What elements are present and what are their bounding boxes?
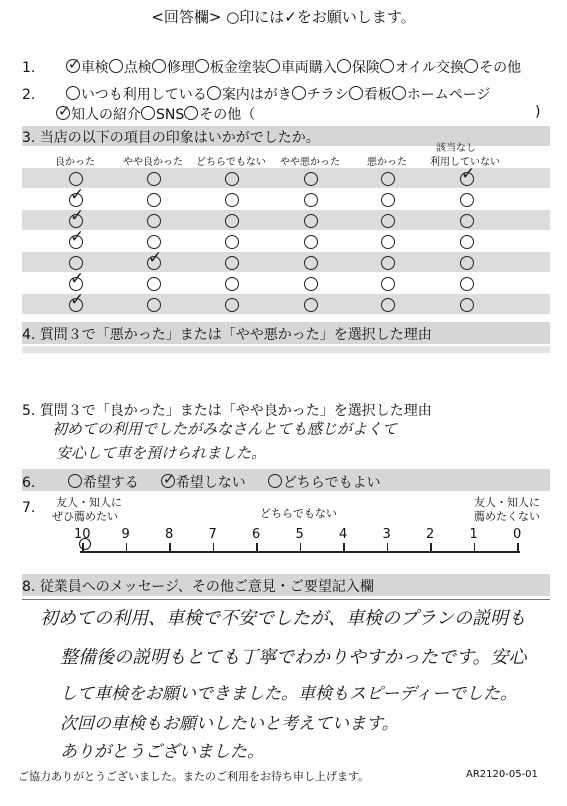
q5-answer-line2: 安心して車を預けられました。 [56, 444, 267, 462]
q3-column-header: どちらでもない [196, 157, 266, 168]
q3-option-circle-icon[interactable] [147, 298, 161, 312]
q4-row [22, 324, 432, 344]
q2-option[interactable] [141, 107, 184, 123]
q3-check-mark-icon: ✓ [70, 269, 85, 289]
q4-answer-area [22, 346, 550, 353]
q7-scale-number[interactable]: 5 [295, 527, 304, 542]
q7-row [22, 500, 35, 516]
option-circle-icon[interactable] [66, 86, 80, 100]
q3-option-circle-icon[interactable] [381, 214, 395, 228]
q3-check-mark-icon: ✓ [70, 206, 85, 226]
option-label: オイル交換 [394, 60, 465, 76]
q7-scale-tick [430, 543, 432, 551]
q3-check-mark-icon: ✓ [148, 248, 163, 268]
option-label: 修理 [166, 60, 195, 76]
q3-check-mark-icon: ✓ [461, 164, 476, 184]
q7-scale-tick [387, 543, 389, 551]
q3-option-circle-icon[interactable] [381, 172, 395, 186]
q2-close-paren: ) [535, 104, 541, 120]
q1-option[interactable] [66, 55, 109, 76]
option-circle-icon[interactable] [292, 86, 306, 100]
option-circle-icon[interactable] [337, 59, 351, 73]
q7-scale-tick [474, 543, 476, 551]
q3-option-circle-icon[interactable] [147, 214, 161, 228]
q3-option-circle-icon[interactable] [460, 235, 474, 249]
q3-option-circle-icon[interactable] [460, 277, 474, 291]
option-label: 車検 [80, 60, 109, 76]
option-label: 保険 [351, 60, 380, 76]
q3-option-circle-icon[interactable] [304, 298, 318, 312]
q3-option-circle-icon[interactable] [225, 256, 239, 270]
q5-number: 5. [22, 403, 36, 419]
q3-na-header-top: 該当なし [436, 143, 476, 154]
q7-right-label-1: 友人・知人に [474, 496, 540, 509]
q8-answer-line: 整備後の説明もとても丁寧でわかりやすかったです。安心 [60, 647, 527, 668]
q3-option-circle-icon[interactable] [225, 172, 239, 186]
q7-left-label-1: 友人・知人に [56, 496, 122, 509]
q8-top-rule [22, 599, 550, 600]
option-label: 案内はがき [221, 87, 292, 103]
q8-question: 従業員へのメッセージ、その他ご意見・ご要望記入欄 [39, 579, 374, 595]
option-label: ホームページ [406, 87, 491, 103]
option-circle-icon[interactable] [141, 106, 155, 120]
q1-option[interactable] [464, 60, 521, 76]
option-label: 看板 [363, 87, 392, 103]
q6-option[interactable] [68, 475, 139, 491]
q6-options [68, 470, 403, 491]
q7-left-label-2: ぜひ薦めたい [52, 510, 118, 523]
q3-option-circle-icon[interactable] [304, 256, 318, 270]
q3-option-circle-icon[interactable] [304, 172, 318, 186]
q1-option[interactable] [109, 60, 152, 76]
q3-option-circle-icon[interactable] [69, 256, 83, 270]
option-circle-icon[interactable] [152, 59, 166, 73]
q7-selected-circle [79, 538, 91, 550]
q7-scale-number[interactable]: 10 [74, 527, 91, 542]
option-circle-icon[interactable] [266, 59, 280, 73]
q2-number: 2. [22, 87, 36, 103]
q8-answer-line: ありがとうございました。 [60, 742, 264, 762]
option-circle-icon[interactable] [184, 106, 198, 120]
form-code: AR2120-05-01 [466, 769, 538, 780]
q8-answer-line: 初めての利用、車検で不安でしたが、車検のプランの説明も [40, 608, 526, 629]
q5-answer-line1: 初めての利用でしたがみなさんとても感じがよくて [52, 420, 398, 438]
q7-scale-tick [300, 543, 302, 551]
q7-number: 7. [22, 500, 36, 516]
q3-check-mark-icon: ✓ [70, 227, 85, 247]
q3-option-circle-icon[interactable] [225, 193, 239, 207]
q6-row [22, 472, 403, 492]
q7-scale-number[interactable]: 7 [208, 527, 217, 542]
q8-number: 8. [22, 579, 36, 595]
option-label: 板金塗装 [209, 60, 266, 76]
q2-option[interactable] [184, 107, 255, 123]
q3-option-circle-icon[interactable] [147, 193, 161, 207]
q3-question: 当店の以下の項目の印象はいかがでしたか。 [39, 130, 320, 146]
option-label: いつも利用している [80, 87, 207, 103]
q1-options [66, 55, 522, 76]
option-circle-icon[interactable] [392, 86, 406, 100]
option-circle-icon[interactable] [56, 102, 71, 120]
q7-scale-number[interactable]: 4 [339, 527, 348, 542]
option-label: どちらでもよい [282, 475, 381, 491]
q3-option-circle-icon[interactable] [147, 235, 161, 249]
q8-answer-line: して車検をお願いできました。車検もスピーディーでした。 [60, 684, 517, 704]
option-circle-icon[interactable] [464, 59, 478, 73]
q4-number: 4. [22, 327, 36, 343]
option-circle-icon[interactable] [268, 474, 282, 488]
q3-option-circle-icon[interactable] [69, 172, 83, 186]
check-mark-icon: ✓ [67, 55, 81, 73]
q7-scale-tick [256, 543, 258, 551]
q1-option[interactable] [266, 60, 337, 76]
q5-question: 質問３で「良かった」または「やや良かった」を選択した理由 [39, 403, 432, 419]
q2-row-2 [56, 104, 255, 124]
q3-option-circle-icon[interactable] [460, 193, 474, 207]
footer-text: ご協力ありがとうございました。またのご利用をお待ち申し上げます。 [18, 770, 370, 783]
q3-row [22, 127, 320, 147]
q3-column-header: 悪かった [367, 157, 407, 168]
q7-scale-tick [517, 543, 519, 551]
q5-row [22, 400, 432, 420]
q1-option[interactable] [195, 60, 266, 76]
q3-option-circle-icon[interactable] [147, 277, 161, 291]
q2-option[interactable] [392, 87, 491, 103]
q2-options-line2 [56, 102, 256, 123]
option-circle-icon[interactable] [109, 59, 123, 73]
option-label: 希望しない [175, 475, 246, 491]
q3-option-circle-icon[interactable] [460, 214, 474, 228]
q7-scale-line [80, 551, 520, 553]
option-circle-icon[interactable] [161, 470, 176, 488]
q4-question: 質問３で「悪かった」または「やや悪かった」を選択した理由 [39, 327, 432, 343]
q3-option-circle-icon[interactable] [225, 277, 239, 291]
q2-option[interactable] [292, 87, 349, 103]
q3-option-circle-icon[interactable] [225, 235, 239, 249]
q3-na-header-bottom: 利用していない [430, 157, 500, 168]
q3-option-circle-icon[interactable] [147, 172, 161, 186]
option-circle-icon[interactable] [66, 55, 81, 73]
q7-right-label-2: 薦めたくない [474, 510, 540, 523]
q1-option[interactable] [152, 60, 195, 76]
q7-middle-label: どちらでもない [260, 507, 337, 520]
option-circle-icon[interactable] [349, 86, 363, 100]
q3-option-circle-icon[interactable] [304, 193, 318, 207]
q7-scale-number[interactable]: 2 [426, 527, 435, 542]
check-mark-icon: ✓ [58, 102, 71, 120]
q3-option-circle-icon[interactable] [381, 298, 395, 312]
q3-check-mark-icon: ✓ [70, 185, 85, 205]
q7-scale-tick [169, 543, 171, 551]
q1-number: 1. [22, 60, 36, 76]
q3-option-circle-icon[interactable] [225, 298, 239, 312]
option-circle-icon[interactable] [380, 59, 394, 73]
q8-row [22, 576, 374, 596]
option-label: 車両購入 [280, 60, 337, 76]
q3-option-circle-icon[interactable] [381, 277, 395, 291]
q3-option-circle-icon[interactable] [381, 193, 395, 207]
q1-row [22, 57, 521, 77]
option-label: 点検 [123, 60, 152, 76]
q3-option-circle-icon[interactable] [304, 214, 318, 228]
q3-column-header: やや良かった [123, 157, 183, 168]
q2-options-line1 [66, 87, 491, 103]
q2-option[interactable] [56, 102, 141, 123]
q7-scale-number[interactable]: 1 [469, 527, 478, 542]
q7-scale-number[interactable]: 0 [513, 527, 522, 542]
q3-option-circle-icon[interactable] [381, 235, 395, 249]
option-label: その他 [479, 60, 522, 76]
q2-option[interactable] [66, 87, 207, 103]
q3-column-header: 良かった [55, 157, 95, 168]
option-label: SNS [156, 107, 185, 123]
q7-scale-tick [126, 543, 128, 551]
q3-check-mark-icon: ✓ [70, 290, 85, 310]
option-label: 知人の紹介 [71, 107, 141, 123]
q6-number: 6. [22, 475, 36, 491]
q3-option-circle-icon[interactable] [381, 256, 395, 270]
option-label: 希望する [82, 475, 139, 491]
q7-scale-number[interactable]: 8 [165, 527, 174, 542]
q1-option[interactable] [380, 60, 464, 76]
q3-number: 3. [22, 130, 36, 146]
q1-option[interactable] [337, 60, 380, 76]
q8-answer-line: 次回の車検もお願いしたいと考えています。 [60, 714, 399, 734]
q3-option-circle-icon[interactable] [460, 298, 474, 312]
q6-option[interactable] [161, 470, 246, 491]
form-title: <回答欄> ○印には✓をお願いします。 [151, 8, 416, 26]
q7-scale-tick [343, 543, 345, 551]
option-circle-icon[interactable] [207, 86, 221, 100]
q3-option-circle-icon[interactable] [304, 235, 318, 249]
q3-column-header: やや悪かった [280, 157, 340, 168]
q3-option-circle-icon[interactable] [304, 277, 318, 291]
q6-option[interactable] [268, 475, 381, 491]
option-circle-icon[interactable] [68, 474, 82, 488]
q2-row-1 [22, 84, 491, 104]
q3-option-circle-icon[interactable] [460, 256, 474, 270]
q7-scale-number[interactable]: 6 [252, 527, 261, 542]
option-circle-icon[interactable] [195, 59, 209, 73]
option-label: その他（ [199, 107, 256, 123]
q7-scale-number[interactable]: 3 [382, 527, 391, 542]
q2-option[interactable] [207, 87, 292, 103]
q7-scale-number[interactable]: 9 [121, 527, 130, 542]
option-label: チラシ [306, 87, 349, 103]
q2-option[interactable] [349, 87, 392, 103]
q3-option-circle-icon[interactable] [225, 214, 239, 228]
q7-scale-tick [213, 543, 215, 551]
check-mark-icon: ✓ [162, 470, 176, 488]
